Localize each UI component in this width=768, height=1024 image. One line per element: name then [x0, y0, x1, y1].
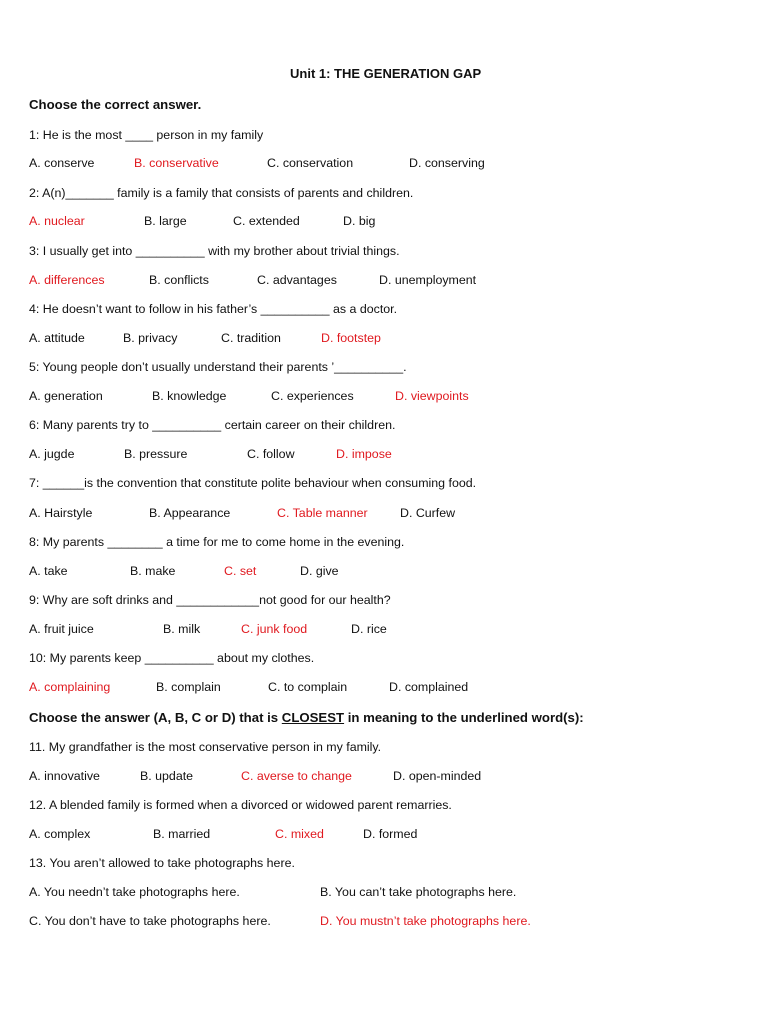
option-b: B. make — [130, 564, 176, 578]
option-d: D. formed — [363, 827, 418, 841]
option-b: B. complain — [156, 680, 221, 694]
option-b: B. Appearance — [149, 506, 231, 520]
option-c: C. Table manner — [277, 506, 368, 520]
option-c: C. experiences — [271, 389, 354, 403]
option-b: B. milk — [163, 622, 201, 636]
option-c: C. to complain — [268, 680, 348, 694]
option-d: D. conserving — [409, 156, 485, 170]
option-b: B. update — [140, 769, 194, 783]
option-c: C. conservation — [267, 156, 354, 170]
question-text: 2: A(n)_______ family is a family that consists of parents and children. — [29, 186, 414, 200]
option-c: C. averse to change — [241, 769, 352, 783]
option-c: C. tradition — [221, 331, 281, 345]
option-a: A. nuclear — [29, 214, 85, 228]
question-text: 9: Why are soft drinks and ____________not good for our health? — [29, 593, 391, 607]
option-c: C. follow — [247, 447, 295, 461]
option-b: B. conflicts — [149, 273, 209, 287]
option-a: A. attitude — [29, 331, 85, 345]
question-text: 6: Many parents try to __________ certain career on their children. — [29, 418, 396, 432]
question-text: 3: I usually get into __________ with my brother about trivial things. — [29, 244, 400, 258]
option-b: B. privacy — [123, 331, 178, 345]
option-c: C. You don’t have to take photographs here. — [29, 914, 271, 928]
option-c: C. mixed — [275, 827, 324, 841]
option-d: D. footstep — [321, 331, 381, 345]
question-text: 10: My parents keep __________ about my clothes. — [29, 651, 315, 665]
option-d: D. rice — [351, 622, 387, 636]
section2-heading — [29, 710, 584, 726]
option-a: A. conserve — [29, 156, 95, 170]
section2-heading-before: Choose the answer (A, B, C or D) that is — [29, 710, 282, 725]
option-c: C. set — [224, 564, 257, 578]
option-d: D. complained — [389, 680, 469, 694]
question-text: 4: He doesn’t want to follow in his father’s __________ as a doctor. — [29, 302, 398, 316]
option-a: A. generation — [29, 389, 103, 403]
option-a: A. differences — [29, 273, 105, 287]
option-a: A. complaining — [29, 680, 111, 694]
section2-heading-after: in meaning to the underlined word(s): — [344, 710, 584, 725]
option-c: C. advantages — [257, 273, 337, 287]
question-text: 7: ______is the convention that constitute polite behaviour when consuming food. — [29, 476, 477, 490]
option-c: C. junk food — [241, 622, 308, 636]
question-text: 1: He is the most ____ person in my family — [29, 128, 264, 142]
option-a: A. fruit juice — [29, 622, 94, 636]
question-text: 8: My parents ________ a time for me to come home in the evening. — [29, 535, 405, 549]
option-a: A. take — [29, 564, 68, 578]
option-a: A. You needn’t take photographs here. — [29, 885, 240, 899]
option-d: D. impose — [336, 447, 392, 461]
option-c: C. extended — [233, 214, 300, 228]
option-a: A. innovative — [29, 769, 100, 783]
question-text: 12. A blended family is formed when a divorced or widowed parent remarries. — [29, 798, 452, 812]
question-text: 13. You aren’t allowed to take photographs here. — [29, 856, 295, 870]
option-d: D. viewpoints — [395, 389, 469, 403]
section1-heading: Choose the correct answer. — [29, 97, 202, 112]
option-b: B. conservative — [134, 156, 219, 170]
option-d: D. Curfew — [400, 506, 456, 520]
option-b: B. knowledge — [152, 389, 227, 403]
question-text: 5: Young people don’t usually understand their parents ’__________. — [29, 360, 407, 374]
option-b: B. You can’t take photographs here. — [320, 885, 517, 899]
section2-heading-underlined: CLOSEST — [281, 710, 345, 725]
option-b: B. large — [144, 214, 187, 228]
option-d: D. open-minded — [393, 769, 482, 783]
option-d: D. unemployment — [379, 273, 477, 287]
page-title: Unit 1: THE GENERATION GAP — [290, 66, 482, 81]
option-a: A. complex — [29, 827, 91, 841]
option-d: D. give — [300, 564, 339, 578]
option-d: D. big — [343, 214, 376, 228]
option-a: A. jugde — [29, 447, 75, 461]
option-b: B. pressure — [124, 447, 188, 461]
option-a: A. Hairstyle — [29, 506, 93, 520]
option-d: D. You mustn’t take photographs here. — [320, 914, 531, 928]
question-text: 11. My grandfather is the most conservative person in my family. — [29, 740, 382, 754]
option-b: B. married — [153, 827, 211, 841]
